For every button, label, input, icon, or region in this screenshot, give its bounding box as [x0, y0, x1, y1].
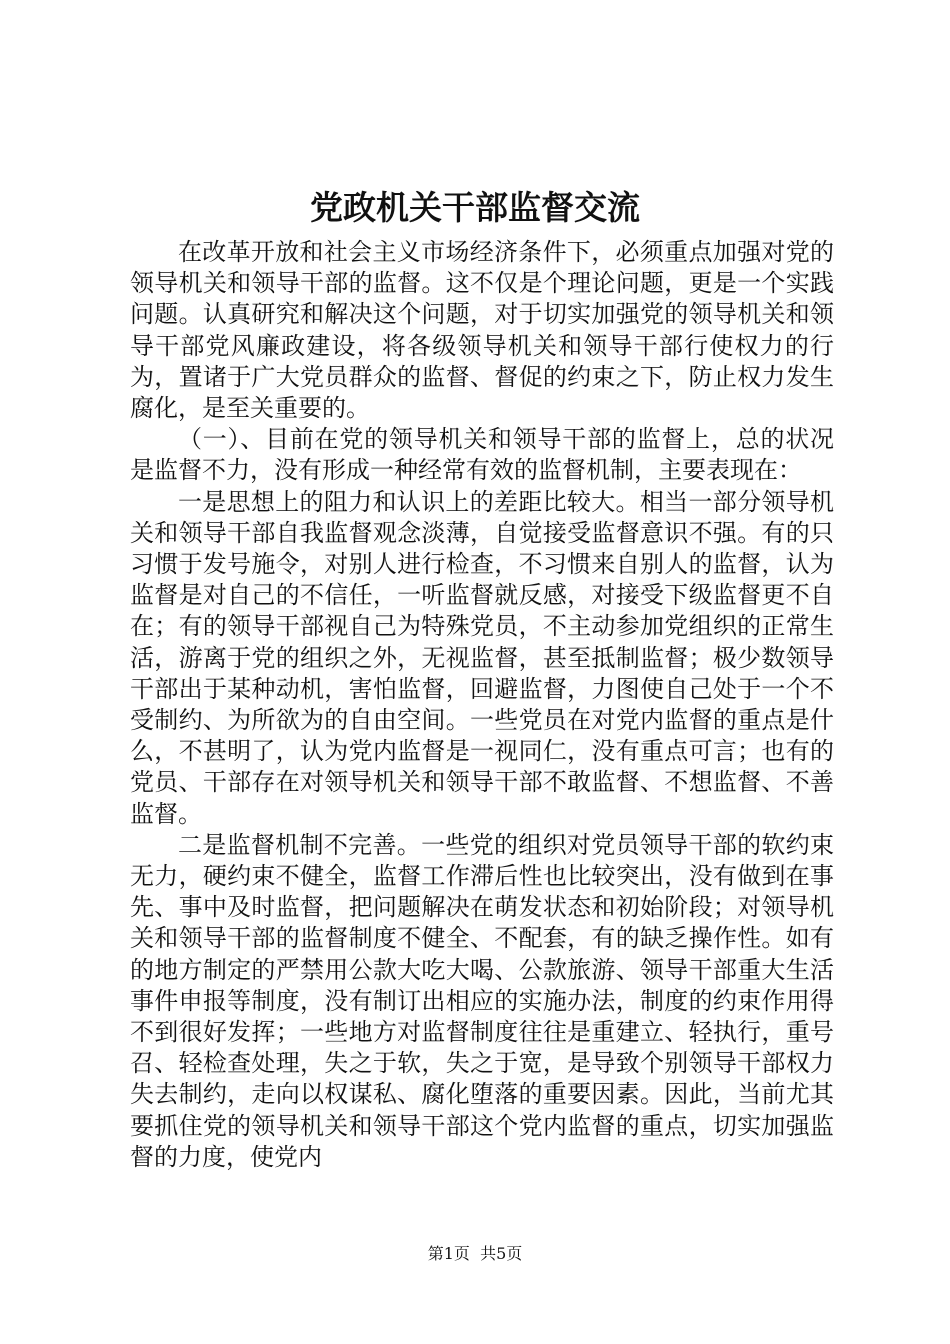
page-number-current: 第1页 — [427, 1244, 470, 1263]
paragraph-intro: 在改革开放和社会主义市场经济条件下，必须重点加强对党的领导机关和领导干部的监督。这不仅是个理论问题，更是一个实践问题。认真研究和解决这个问题，对于切实加强党的领导机关和领导干部党风廉政建设，将各级领导机关和领导干部行使权力的行为，置诸于广大党员群众的监督、督促的约束之下，防止权力发生腐化，是至关重要的。 — [130, 238, 834, 423]
page-footer — [0, 1242, 950, 1266]
document-title: 党政机关干部监督交流 — [310, 188, 640, 227]
page-number-total: 共5页 — [480, 1244, 523, 1263]
paragraph-section-one: （一）、目前在党的领导机关和领导干部的监督上，总的状况是监督不力，没有形成一种经常有效的监督机制，主要表现在： — [130, 425, 834, 485]
footer-separator — [470, 1244, 480, 1263]
paragraph-point-one: 一是思想上的阻力和认识上的差距比较大。相当一部分领导机关和领导干部自我监督观念淡薄，自觉接受监督意识不强。有的只习惯于发号施令，对别人进行检查，不习惯来自别人的监督，认为监督是对自己的不信任，一听监督就反感，对接受下级监督更不自在；有的领导干部视自己为特殊党员，不主动参加党组织的正常生活，游离于党的组织之外，无视监督，甚至抵制监督；极少数领导干部出于某种动机，害怕监督，回避监督，力图使自己处于一个不受制约、为所欲为的自由空间。一些党员在对党内监督的重点是什么，不甚明了，认为党内监督是一视同仁，没有重点可言；也有的党员、干部存在对领导机关和领导干部不敢监督、不想监督、不善监督。 — [130, 487, 834, 828]
document-body — [130, 237, 834, 1173]
paragraph-point-two: 二是监督机制不完善。一些党的组织对党员领导干部的软约束无力，硬约束不健全，监督工作滞后性也比较突出，没有做到在事先、事中及时监督，把问题解决在萌发状态和初始阶段；对领导机关和领导干部的监督制度不健全、不配套，有的缺乏操作性。如有的地方制定的严禁用公款大吃大喝、公款旅游、领导干部重大生活事件申报等制度，没有制订出相应的实施办法，制度的约束作用得不到很好发挥；一些地方对监督制度往往是重建立、轻执行，重号召、轻检查处理，失之于软，失之于宽，是导致个别领导干部权力失去制约，走向以权谋私、腐化堕落的重要因素。因此，当前尤其要抓住党的领导机关和领导干部这个党内监督的重点，切实加强监督的力度，使党内 — [130, 830, 834, 1171]
